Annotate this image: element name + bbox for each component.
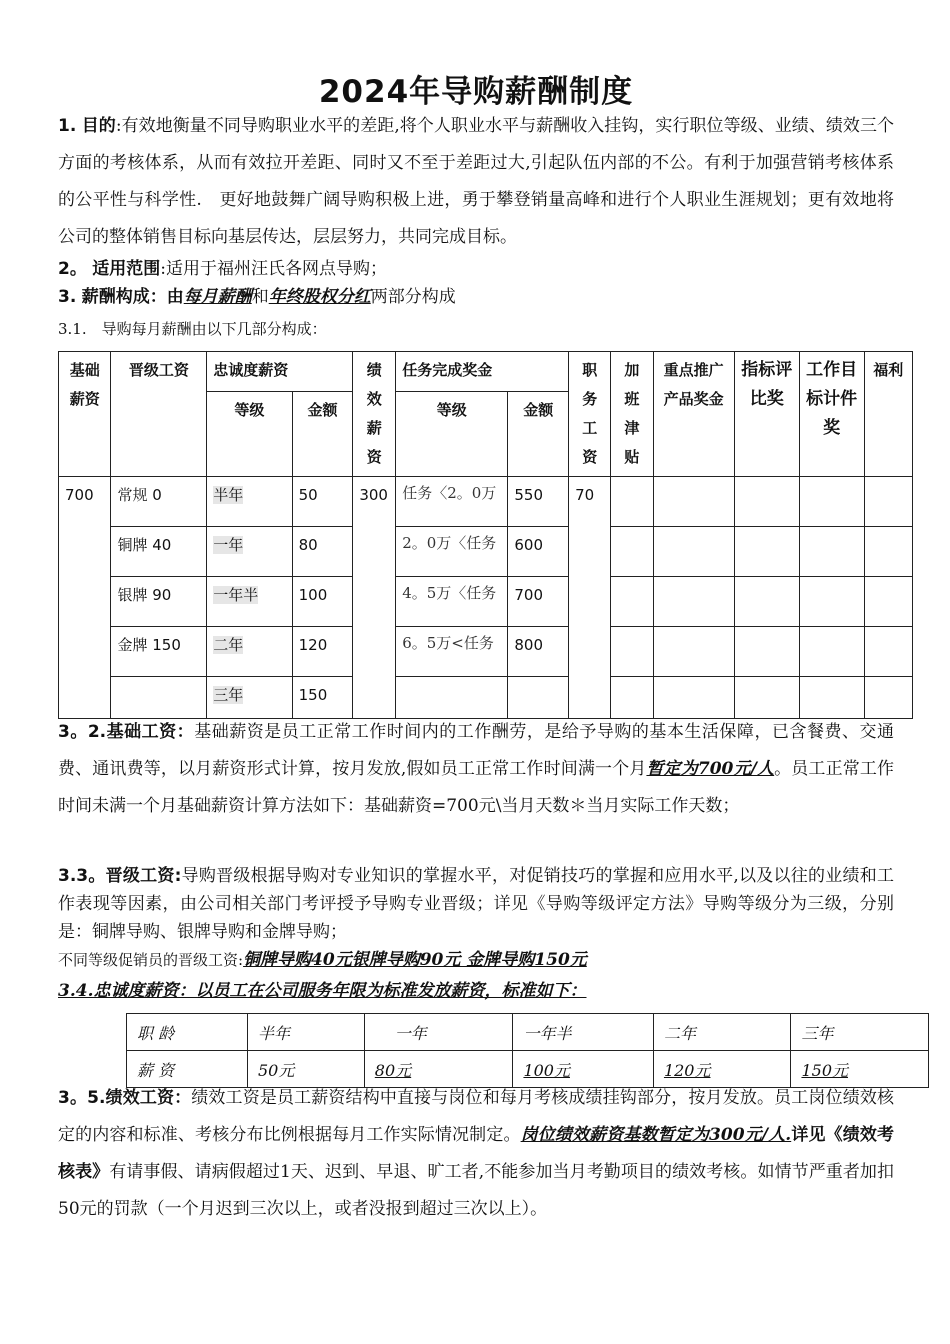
loyalty-table — [126, 1013, 929, 1088]
loyalty-amount-cell: 150 — [292, 677, 353, 719]
promo-cell: 银牌 90 — [111, 577, 207, 627]
s33-line2-em: 铜牌导购40元银牌导购90元 金牌导购150元 — [243, 950, 587, 970]
th-base: 基础薪资 — [59, 352, 111, 477]
s3-label: 薪酬构成： — [81, 287, 167, 307]
loyalty-amount-cell: 50 — [292, 477, 353, 527]
salary-structure-table — [58, 351, 913, 719]
s1-text: :有效地衡量不同导购职业水平的差距,将个人职业水平与薪酬收入挂钩，实行职位等级、业绩、绩效三个方面的考核体系，从而有效拉开差距、同时又不至于差距过大,引起队伍内部的不公。有利于加强营销考核体系的公平性与科学性. 更好地鼓舞广阔导购积极上进，勇于攀登销量高峰和进行个人职业生涯规划；更有效地将公司的整体销售目标向基层传达，层层努力，共同完成目标。 — [58, 116, 894, 247]
s35-text: 绩效工资是员工薪资结构中直接与岗位和每月考核成绩挂钩部分，按月发放。员工岗位绩效核定的内容和标准、考核分布比例根据每月工作实际情况制定。 — [58, 1088, 894, 1145]
task-amount-cell: 800 — [508, 627, 569, 677]
section-3-2 — [58, 714, 894, 825]
promo-cell — [111, 677, 207, 719]
post-value: 70 — [569, 477, 611, 719]
section-1-purpose — [58, 108, 894, 256]
s1-num: 1. — [58, 116, 77, 136]
t2-cell: 一年半 — [513, 1014, 654, 1051]
task-amount-cell: 600 — [508, 527, 569, 577]
s2-text: :适用于福州汪氏各网点导购； — [160, 259, 387, 279]
s33-text: 导购晋级根据导购对专业知识的掌握水平，对促销技巧的掌握和应用水平,以及以往的业绩和工作表现等因素，由公司相关部门考评授予导购专业晋级；详见《导购等级评定方法》导购等级分为三级，分别是：铜牌导购、银牌导购和金牌导购； — [58, 866, 894, 942]
task-amount-cell — [508, 677, 569, 719]
loyalty-amount-cell: 80 — [292, 527, 353, 577]
loyalty-level-cell: 二年 — [213, 636, 244, 654]
t2-cell: 三年 — [791, 1014, 929, 1051]
promo-cell: 金牌 150 — [111, 627, 207, 677]
section-3-5 — [58, 1080, 894, 1228]
s3-num: 3. — [58, 287, 77, 307]
t2-head: 薪 资 — [127, 1051, 248, 1088]
task-amount-cell: 550 — [508, 477, 569, 527]
th-perf: 绩效薪资 — [353, 352, 396, 477]
task-level-cell: 6。5万<任务 — [396, 627, 508, 677]
s32-label: 3。2.基础工资： — [58, 722, 195, 742]
loyalty-level-cell: 一年 — [213, 536, 244, 554]
th-welfare: 福利 — [864, 352, 912, 477]
s3-dividend: 年终股权分红 — [268, 287, 371, 307]
t2-cell: 一年 — [364, 1014, 513, 1051]
th-overtime: 加班津贴 — [611, 352, 653, 477]
th-promo: 晋级工资 — [111, 352, 207, 477]
s35-label: 3。5.绩效工资： — [58, 1088, 192, 1108]
th-loyalty: 忠诚度薪资 — [207, 352, 353, 392]
s33-line2: 不同等级促销员的晋级工资: — [58, 951, 244, 969]
perf-value: 300 — [353, 477, 396, 719]
promo-cell: 铜牌 40 — [111, 527, 207, 577]
s32-text: 基础薪资是员工正常工作时间内的工作酬劳，是给予导购的基本生活保障，已含餐费、交通费、通讯费等，以月薪资形式计算，按月发放,假如员工正常工作时间满一个月 — [58, 722, 894, 779]
t2-cell: 120元 — [653, 1051, 791, 1088]
section-2-scope — [58, 254, 894, 284]
s3-pre: 由 — [166, 287, 184, 307]
t2-cell: 80元 — [364, 1051, 513, 1088]
s32-em: 暂定为700元/人 — [646, 759, 775, 779]
th-target: 工作目标计件奖 — [799, 352, 864, 477]
s3-monthly: 每月薪酬 — [183, 287, 252, 307]
s33-label: 3.3。晋级工资: — [58, 866, 182, 886]
s2-label: 适用范围 — [92, 259, 161, 279]
loyalty-amount-cell: 100 — [292, 577, 353, 627]
s1-label: 目的 — [81, 116, 116, 136]
s35-text2: 有请事假、请病假超过1天、迟到、早退、旷工者,不能参加当月考勤项目的绩效考核。如情节严重者加扣50元的罚款（一个月迟到三次以上，或者没报到超过三次以上）。 — [58, 1162, 895, 1219]
th-task: 任务完成奖金 — [396, 352, 569, 392]
th-index: 指标评比奖 — [734, 352, 799, 477]
s3-post: 两部分构成 — [370, 287, 456, 307]
t2-cell: 二年 — [653, 1014, 791, 1051]
loyalty-level-cell: 一年半 — [213, 586, 259, 604]
s2-num: 2。 — [58, 259, 87, 279]
section-3-4: 3.4.忠诚度薪资：以员工在公司服务年限为标准发放薪资，标准如下： — [58, 981, 587, 1001]
loyalty-level-cell: 三年 — [213, 686, 244, 704]
s32-text2: 。员工正常工作时间未满一个月基础薪资计算方法如下：基础薪资=700元\当月天数＊当月实际工作天数； — [58, 759, 895, 816]
s35-bold: 详见《绩效考核表》 — [58, 1125, 894, 1182]
section-3-structure — [58, 282, 894, 312]
t2-cell: 100元 — [513, 1051, 654, 1088]
th-post: 职务工资 — [569, 352, 611, 477]
th-task-amount: 金额 — [508, 392, 569, 477]
loyalty-level-cell: 半年 — [213, 486, 244, 504]
base-value: 700 — [59, 477, 111, 719]
loyalty-amount-cell: 120 — [292, 627, 353, 677]
th-loyalty-level: 等级 — [207, 392, 292, 477]
th-key-product: 重点推广产品奖金 — [653, 352, 734, 477]
s3-mid: 和 — [251, 287, 269, 307]
task-amount-cell: 700 — [508, 577, 569, 627]
page-title: 2024年导购薪酬制度 — [318, 74, 634, 110]
s35-em: 岗位绩效薪资基数暂定为300元/人. — [520, 1125, 792, 1145]
section-3-3 — [58, 862, 894, 974]
t2-cell: 半年 — [248, 1014, 365, 1051]
task-level-cell: 4。5万〈任务 — [396, 577, 508, 627]
t2-cell: 150元 — [791, 1051, 929, 1088]
task-level-cell — [396, 677, 508, 719]
th-task-level: 等级 — [396, 392, 508, 477]
section-3-1: 3.1. 导购每月薪酬由以下几部分构成： — [58, 320, 327, 338]
promo-cell: 常规 0 — [111, 477, 207, 527]
task-level-cell: 2。0万〈任务 — [396, 527, 508, 577]
t2-cell: 50元 — [248, 1051, 365, 1088]
th-loyalty-amount: 金额 — [292, 392, 353, 477]
task-level-cell: 任务〈2。0万 — [396, 477, 508, 527]
t2-head: 职 龄 — [127, 1014, 248, 1051]
